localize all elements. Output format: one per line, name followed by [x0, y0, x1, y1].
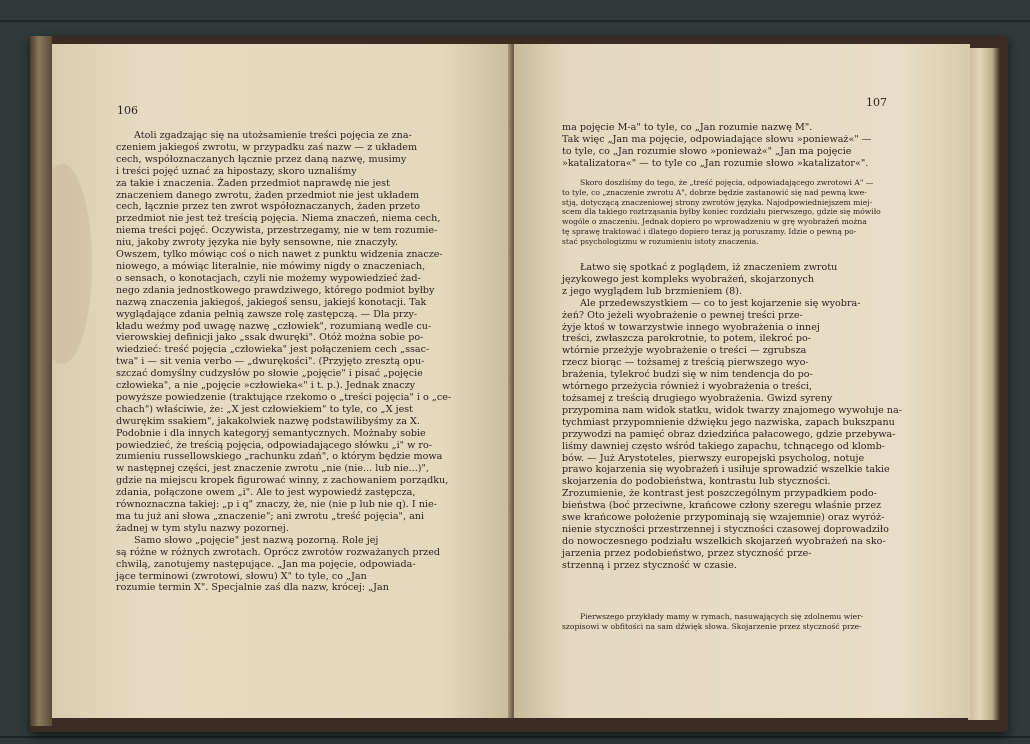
text-line: treści, zwłaszcza parokrotnie, to potem, ilekroć po- — [562, 333, 812, 345]
table-slat — [0, 20, 1030, 22]
text-line: człowieka", a nie „pojęcie »człowieka«" i t. p.). Jednak znaczy — [116, 380, 416, 392]
page-stain — [52, 164, 92, 364]
text-line: »katalizatora«" — to tyle co „Jan rozumie słowo »katalizator«". — [562, 157, 869, 169]
text-line: z jego wyglądem lub brzmieniem (8). — [562, 285, 743, 297]
text-line: niema treści pojęć. Oczywista, przestrzegamy, nie w tem rozumie- — [116, 225, 438, 237]
text-line: bieństwa (boć przeciwne, krańcowe człony szeregu właśnie przez — [562, 500, 882, 512]
text-line: wtórnie przeżyje wyobrażenie o treści — zgrubsza — [562, 345, 807, 357]
text-line: za takie i znaczenia. Żaden przedmiot naprawdę nie jest — [116, 177, 390, 189]
text-line: są różne w różnych zwrotach. Oprócz zwrotów rozważanych przed — [116, 546, 441, 558]
text-line: ma pojęcie M-a" to tyle, co „Jan rozumie nazwę M". — [562, 122, 813, 133]
text-line: i treści pojęć uznać za hipostazy, skoro uznaliśmy — [116, 165, 357, 177]
right-page — [514, 44, 970, 718]
text-line: chach") właściwie, że: „X jest człowiekiem" to tyle, co „X jest — [116, 403, 414, 415]
text-line: prawo kojarzenia się wyobrażeń i usiłuje sprowadzić wszelkie takie — [562, 464, 890, 476]
text-line: równoznaczna takiej: „p i q" znaczy, że, nie (nie p lub nie q). I nie- — [116, 499, 437, 511]
text-line: nego zdania jednostkowego prawdziwego, którego podmiot byłby — [116, 284, 435, 296]
text-line: wyglądające zdania pełnią zawsze rolę zastępczą. — Dla przy- — [116, 308, 418, 320]
text-line: zumieniu russellowskiego „rachunku zdań", o którym będzie mowa — [116, 451, 443, 463]
text-line: Zrozumienie, że kontrast jest poszczególnym przypadkiem podo- — [562, 488, 877, 500]
text-line: Ale przedewszystkiem — co to jest kojarzenie się wyobra- — [580, 297, 861, 309]
text-line: rzecz biorąc — tożsamej z treścią pierwszego wyo- — [562, 357, 809, 369]
text-line: ma tu już ani słowa „znaczenie"; ani zwrotu „treść pojęcia", ani — [116, 511, 425, 522]
text-line: powiedzieć, że treścią pojęcia, odpowiadającego słówku „i" w ro- — [116, 439, 432, 451]
text-line: o sensach, o konotacjach, czyli nie możemy wypowiedzieć żad- — [116, 272, 421, 284]
right-note-2 — [562, 612, 932, 632]
text-line: nazwą znaczenia jakiegoś, jakiegoś sensu, jakiejś konotacji. Tak — [116, 296, 427, 308]
text-line: niu, jakoby zwroty języka nie były sensowne, nie znaczyły. — [116, 237, 398, 249]
text-line: Atoli zgadzając się na utożsamienie treści pojęcia ze zna- — [134, 130, 412, 141]
text-line: jarzenia przez podobieństwo, przez styczność prze- — [562, 547, 812, 559]
table-slat — [0, 736, 1030, 738]
text-line: zdania, połączone owem „i". Ale to jest wypowiedź zastępcza, — [116, 487, 416, 499]
text-line: bów. — Już Arystoteles, pierwszy europejski psycholog, notuje — [562, 452, 865, 464]
text-line: żyje ktoś w towarzystwie innego wyobrażenia o innej — [562, 321, 820, 333]
book-spine-left — [30, 36, 52, 726]
text-line: niowego, a mówiąc literalnie, nie mówimy nigdy o znaczeniach, — [116, 260, 426, 272]
text-line: przedmiot nie jest też treścią pojęcia. Niema znaczeń, niema cech, — [116, 213, 441, 225]
text-line: skojarzenia do podobieństwa, kontrastu lub styczności. — [562, 476, 831, 488]
text-line: brażenia, tylekroć budzi się w nim tendencja do po- — [562, 369, 813, 381]
right-paragraph-2 — [562, 262, 932, 572]
text-line: to tyle, co „Jan rozumie słowo »ponieważ«" „Jan ma pojęcie — [562, 145, 852, 157]
text-line: Owszem, tylko mówiąc coś o nich nawet z punktu widzenia znacze- — [116, 249, 443, 261]
note-line: to tyle, co „znaczenie zwrotu A", dobrze będzie zastanowić się nad pewną kwe- — [562, 187, 867, 197]
text-line: Tak więc „Jan ma pojęcie, odpowiadające słowu »ponieważ«" — — [562, 133, 872, 145]
note-line: scem dla takiego roztrząsania byłby koniec rozdziału pierwszego, gdzie się mówiło — [562, 207, 881, 217]
right-paragraph-1 — [562, 122, 932, 170]
text-line: jące terminowi (zwrotowi, słowu) X" to tyle, co „Jan — [116, 570, 367, 582]
text-line: Podobnie i dla innych kategoryj semantycznych. Możnaby sobie — [116, 427, 426, 439]
text-line: rozumie termin X". Specjalnie zaś dla nazw, krócej: „Jan — [116, 582, 389, 594]
text-line: liśmy dawniej często wśród takiego zapachu, tchnącego od klomb- — [562, 440, 886, 452]
text-line: cech, łącznie przez ten zwrot współoznaczanych, żaden przeto — [116, 201, 420, 213]
text-line: żeń? Oto jeżeli wyobrażenie o pewnej treści prze- — [562, 309, 803, 321]
left-page — [52, 44, 512, 718]
text-line: wiedzieć: treść pojęcia „człowieka" jest połączeniem cech „ssac- — [116, 344, 430, 356]
text-line: nienie styczności przestrzennej i styczności czasowej doprowadziło — [562, 523, 889, 535]
text-line: przywodzi na pamięć obraz dziedzińca pałacowego, gdzie przebywa- — [562, 428, 896, 440]
text-line: w następnej części, jest znaczenie zwrotu „nie (nie... lub nie...)", — [116, 463, 429, 475]
text-line: powyższe powiedzenie (traktujące rzekomo o „treści pojęcia" i o „ce- — [116, 391, 452, 403]
text-line: swe krańcowe położenie przypominają się wzajemnie) oraz wyróż- — [562, 512, 885, 524]
text-line: tożsamej z treścią drugiego wyobrażenia. Gwizd syreny — [562, 392, 833, 404]
text-line: do nowoczesnego podziału wszelkich skojarzeń wyobrażeń na sko- — [562, 535, 886, 547]
note-line: Skoro doszliśmy do tego, że „treść pojęcia, odpowiadającego zwrotowi A" — — [580, 178, 874, 187]
note-line: stją, dotyczącą znaczeniowej strony zwrotów języka. Najodpowiedniejszem miej- — [562, 197, 873, 207]
text-line: znaczeniem danego zwrotu, żaden przedmiot nie jest układem — [116, 189, 420, 201]
note-line: Pierwszego przykłady mamy w rymach, nasuwających się zdolnemu wier- — [580, 612, 864, 621]
note-line: szopisowi w obfitości na sam dźwięk słowa. Skojarzenie przez styczność prze- — [562, 621, 862, 631]
text-line: dwurękim ssakiem", jakakolwiek nazwę podstawilibyśmy za X. — [116, 415, 420, 427]
text-line: cech, współoznaczanych łącznie przez daną nazwę, musimy — [116, 153, 407, 165]
text-line: Samo słowo „pojęcie" jest nazwą pozorną. Role jej — [134, 534, 379, 546]
page-block-edge — [968, 48, 1008, 720]
text-line: żadnej w tym stylu nazwy pozornej. — [116, 522, 289, 534]
text-line: szczać domyślny cudzysłów po słowie „pojęcie" i pisać „pojęcie — [116, 368, 423, 380]
right-note-1 — [562, 178, 932, 247]
text-line: przypomina nam widok statku, widok twarzy znajomego wywołuje na- — [562, 404, 902, 416]
text-line: gdzie na miejscu kropek figurować winny, z zachowaniem porządku, — [116, 475, 449, 487]
text-line: chwilą, zanotujemy następujące. „Jan ma pojęcie, odpowiada- — [116, 558, 416, 570]
page-number: 106 — [117, 104, 138, 117]
note-line: stać psychologizmu w rozumieniu istoty znaczenia. — [562, 236, 759, 246]
page-number: 107 — [866, 96, 887, 109]
text-line: Łatwo się spotkać z poglądem, iż znaczeniem zwrotu — [580, 262, 838, 273]
text-line: czeniem jakiegoś zwrotu, w przypadku zaś nazw — z układem — [116, 141, 418, 153]
note-line: tę sprawę traktować i dlatego dopiero teraz ją poruszamy. Idzie o pewną po- — [562, 226, 857, 236]
text-line: vierowskiej definicji jako „ssak dwuręki". Otóż można sobie po- — [116, 332, 424, 344]
note-line: wogóle o znaczeniu. Jednak dopiero po wprowadzeniu w grę wyobrażeń można — [562, 217, 867, 227]
text-line: językowego jest kompleks wyobrażeń, skojarzonych — [562, 273, 815, 285]
text-line: twa" i — sit venia verbo — „dwurękości". (Przyjęto zresztą opu- — [116, 356, 425, 368]
text-line: wtórnego przeżycia również i wyobrażenia o treści, — [562, 381, 813, 393]
text-line: kładu weźmy pod uwagę nazwę „człowiek", rozumianą wedle cu- — [116, 320, 432, 332]
text-line: tychmiast przypomnienie dźwięku jego nazwiska, zapach bukszpanu — [562, 416, 895, 428]
left-paragraph-1 — [116, 130, 488, 594]
text-line: strzenną i przez styczność w czasie. — [562, 559, 737, 571]
